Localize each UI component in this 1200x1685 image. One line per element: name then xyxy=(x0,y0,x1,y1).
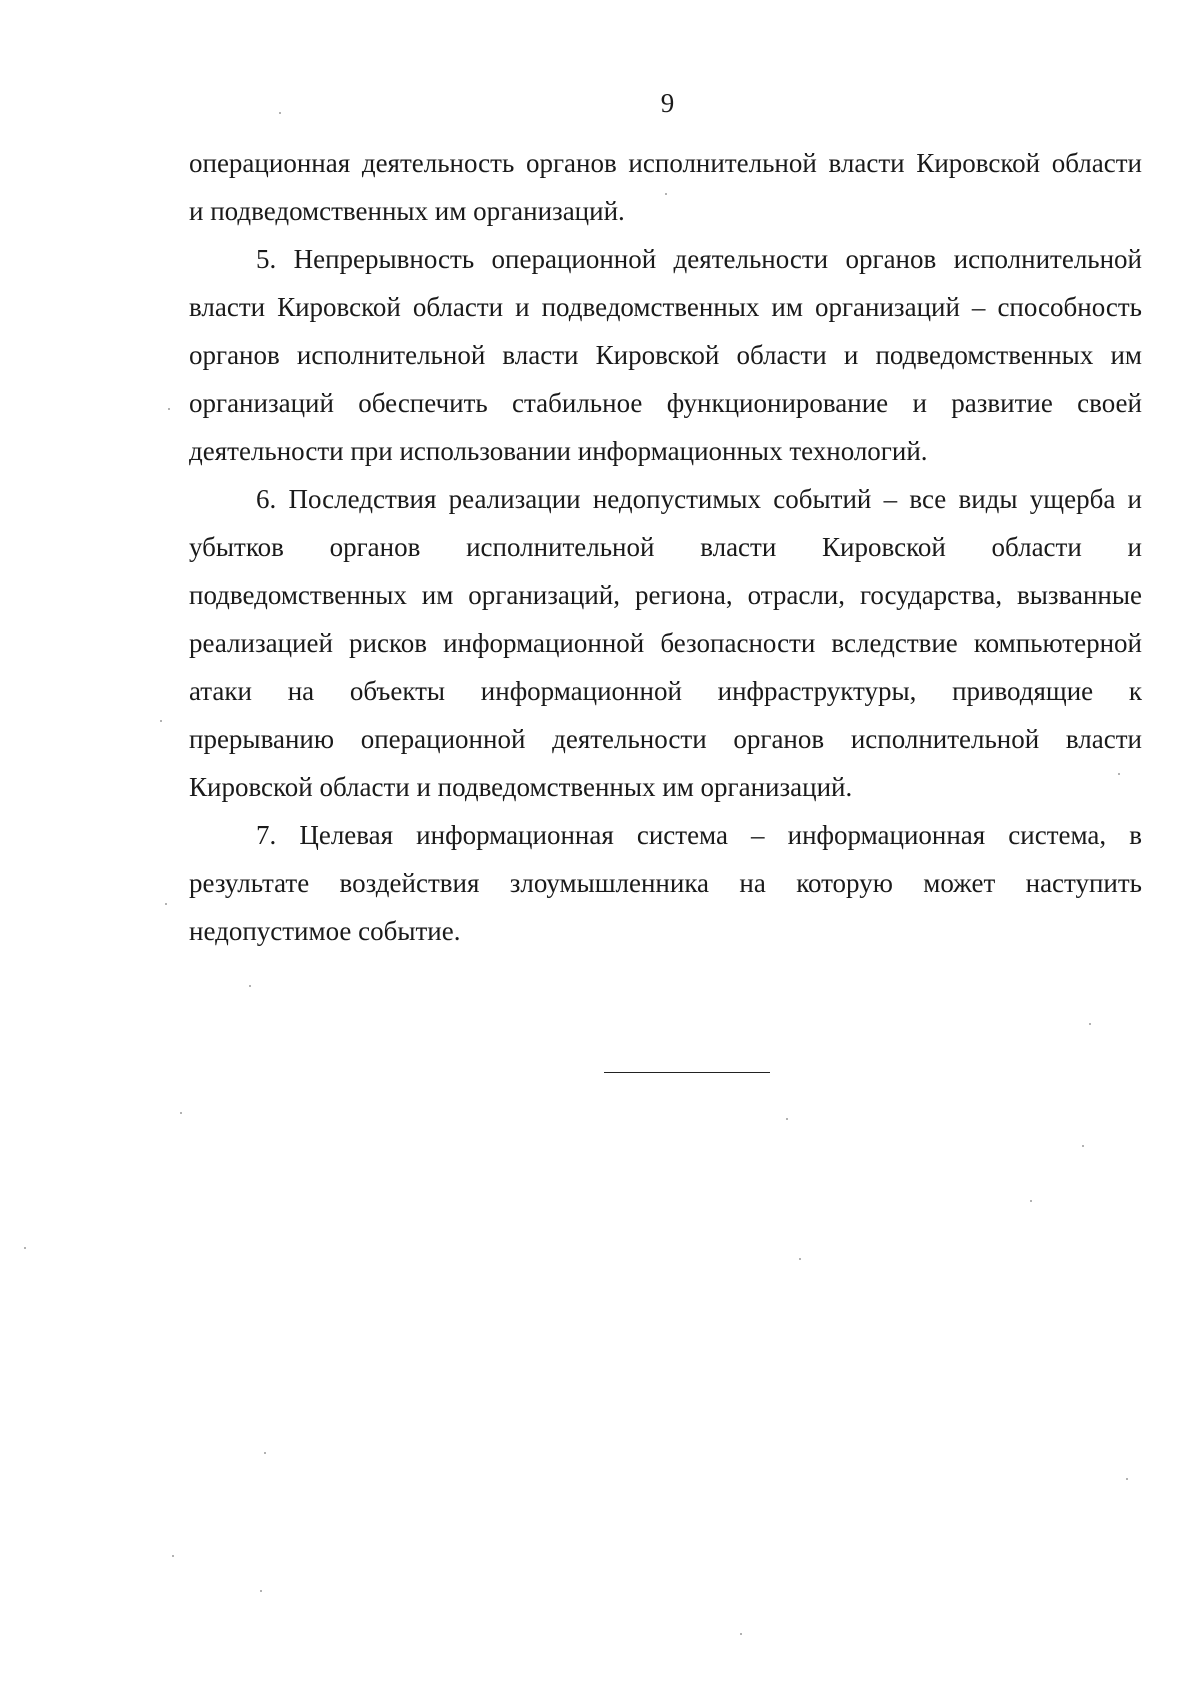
paragraph-item-6 xyxy=(189,475,1142,811)
scan-speck xyxy=(740,1633,742,1635)
scan-speck xyxy=(180,1112,182,1114)
page-number: 9 xyxy=(660,88,675,118)
scan-speck xyxy=(279,112,281,114)
scan-speck xyxy=(249,985,251,987)
text-line: прерыванию операционной деятельности органов исполнительной власти xyxy=(189,724,1142,754)
text-line: 6. Последствия реализации недопустимых событий – все виды ущерба и xyxy=(256,484,1142,514)
text-line: недопустимое событие. xyxy=(189,916,461,946)
paragraph-item-7 xyxy=(189,811,1142,955)
scan-speck xyxy=(1082,1145,1084,1147)
scan-speck xyxy=(24,1247,26,1249)
text-line: организаций обеспечить стабильное функционирование и развитие своей xyxy=(189,388,1142,418)
scan-speck xyxy=(665,193,667,195)
text-line: атаки на объекты информационной инфраструктуры, приводящие к xyxy=(189,676,1142,706)
scan-speck xyxy=(260,1590,262,1592)
text-line: 7. Целевая информационная система – информационная система, в xyxy=(256,820,1142,850)
text-line: деятельности при использовании информационных технологий. xyxy=(189,436,928,466)
text-line: убытков органов исполнительной власти Кировской области и xyxy=(189,532,1142,562)
paragraph-continuation xyxy=(189,139,1142,235)
text-line: Кировской области и подведомственных им организаций. xyxy=(189,772,853,802)
scan-speck xyxy=(1118,773,1120,775)
scan-speck xyxy=(799,1258,801,1260)
scan-speck xyxy=(160,720,162,722)
end-of-document-rule xyxy=(604,1072,770,1073)
scan-speck xyxy=(1089,1023,1091,1025)
text-line: операционная деятельность органов исполнительной власти Кировской области xyxy=(189,148,1142,178)
scan-speck xyxy=(264,1452,266,1454)
text-line: органов исполнительной власти Кировской области и подведомственных им xyxy=(189,340,1142,370)
text-line: результате воздействия злоумышленника на которую может наступить xyxy=(189,868,1142,898)
text-line: власти Кировской области и подведомственных им организаций – способность xyxy=(189,292,1142,322)
scan-speck xyxy=(1030,1200,1032,1202)
scan-speck xyxy=(786,1118,788,1120)
scan-speck xyxy=(165,903,167,905)
paragraph-item-5 xyxy=(189,235,1142,475)
scan-speck xyxy=(1126,1478,1128,1480)
document-body xyxy=(189,139,1142,955)
scan-speck xyxy=(172,1555,174,1557)
text-line: реализацией рисков информационной безопасности вследствие компьютерной xyxy=(189,628,1142,658)
text-line: подведомственных им организаций, региона, отрасли, государства, вызванные xyxy=(189,580,1142,610)
text-line: и подведомственных им организаций. xyxy=(189,196,625,226)
scan-speck xyxy=(168,408,170,410)
text-line: 5. Непрерывность операционной деятельности органов исполнительной xyxy=(256,244,1142,274)
